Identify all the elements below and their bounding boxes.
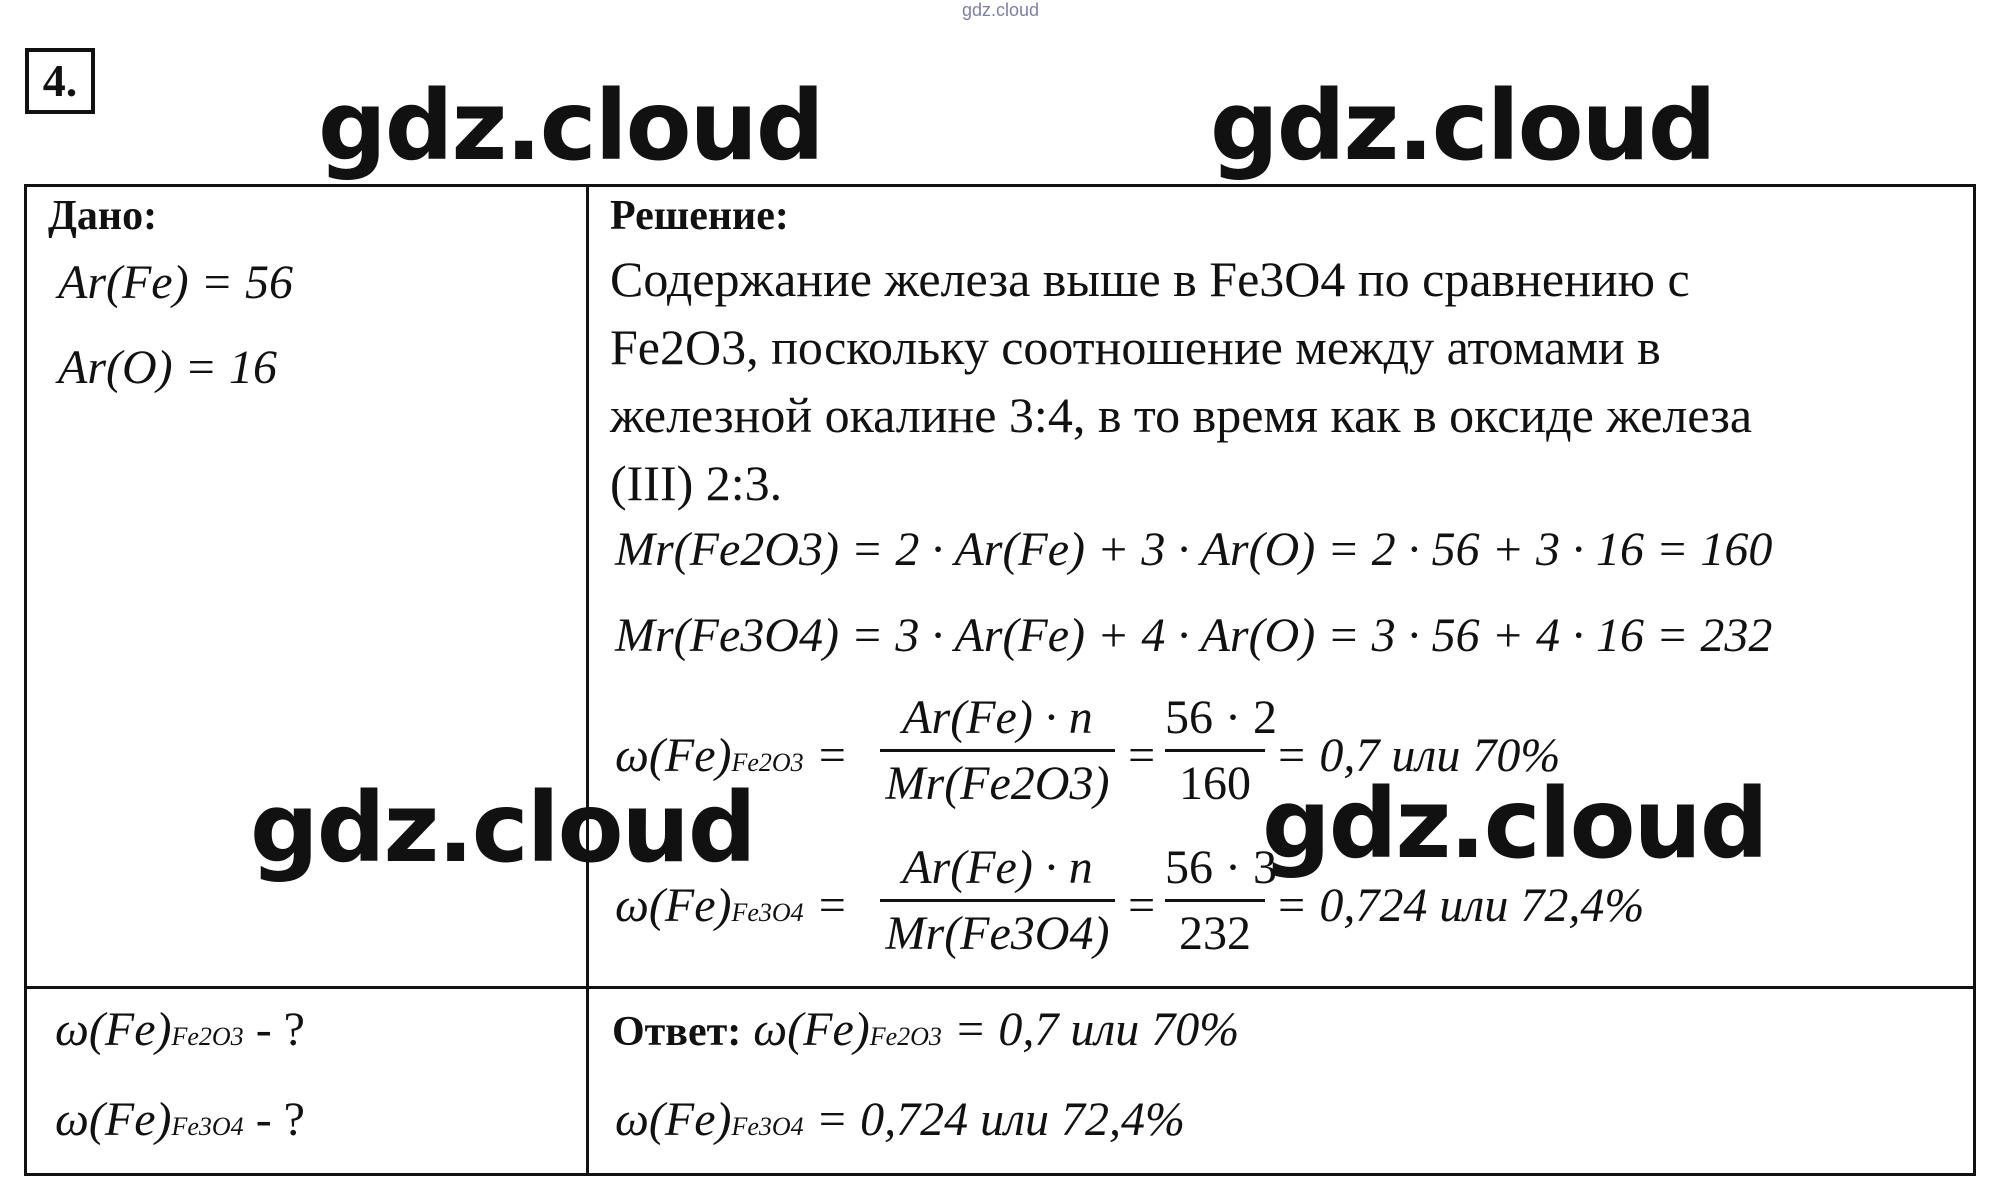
watermark: gdz.cloud: [250, 772, 755, 884]
solution-text-line: железной окалине 3:4, в то время как в оксиде железа: [610, 387, 1753, 443]
solution-heading: Решение:: [610, 193, 789, 239]
answer-line-2: ω(Fe)Fe3O4 = 0,724 или 72,4%: [615, 1093, 1185, 1146]
watermark: gdz.cloud: [318, 70, 823, 182]
mass-fraction-fe2o3-formula: Ar(Fe) · n Mr(Fe2O3): [880, 690, 1115, 811]
solution-text-line: (III) 2:3.: [610, 455, 783, 511]
table-divider-horizontal: [24, 986, 1976, 989]
task-number: 4.: [25, 48, 95, 114]
given-ar-o: Ar(O) = 16: [58, 341, 278, 394]
find-mass-fraction-fe3o4: ω(Fe)Fe3O4 - ?: [55, 1093, 305, 1146]
given-heading: Дано:: [48, 193, 158, 239]
mass-fraction-fe3o4-values: 56 · 3 232: [1165, 841, 1277, 960]
molar-mass-fe2o3: Mr(Fe2O3) = 2 · Ar(Fe) + 3 · Ar(O) = 2 · 56 + 3 · 16 = 160: [615, 523, 1773, 576]
find-mass-fraction-fe2o3: ω(Fe)Fe2O3 - ?: [55, 1003, 305, 1056]
watermark: gdz.cloud: [1210, 70, 1715, 182]
solution-text-line: Содержание железа выше в Fe3O4 по сравнению с: [610, 251, 1690, 307]
mass-fraction-fe2o3-values: 56 · 2 160: [1165, 691, 1277, 810]
mass-fraction-fe3o4-formula: Ar(Fe) · n Mr(Fe3O4): [880, 840, 1115, 961]
mass-fraction-fe3o4-lhs: ω(Fe)Fe3O4 =: [615, 879, 849, 932]
watermark-small: gdz.cloud: [962, 0, 1040, 20]
molar-mass-fe3o4: Mr(Fe3O4) = 3 · Ar(Fe) + 4 · Ar(O) = 3 · 56 + 4 · 16 = 232: [615, 609, 1773, 662]
watermark: gdz.cloud: [1262, 768, 1767, 880]
table-divider-vertical: [586, 184, 589, 1176]
solution-text-line: Fe2O3, поскольку соотношение между атомами в: [610, 319, 1661, 375]
given-ar-fe: Ar(Fe) = 56: [58, 256, 293, 309]
answer-line-1: Ответ: ω(Fe)Fe2O3 = 0,7 или 70%: [612, 1003, 1240, 1056]
mass-fraction-fe2o3-result: = 0,7 или 70%: [1275, 729, 1561, 782]
mass-fraction-fe3o4-result: = 0,724 или 72,4%: [1275, 879, 1645, 932]
mass-fraction-fe2o3-lhs: ω(Fe)Fe2O3 =: [615, 729, 849, 782]
solution-text: [610, 245, 1960, 517]
answer-label: Ответ:: [612, 1009, 742, 1055]
